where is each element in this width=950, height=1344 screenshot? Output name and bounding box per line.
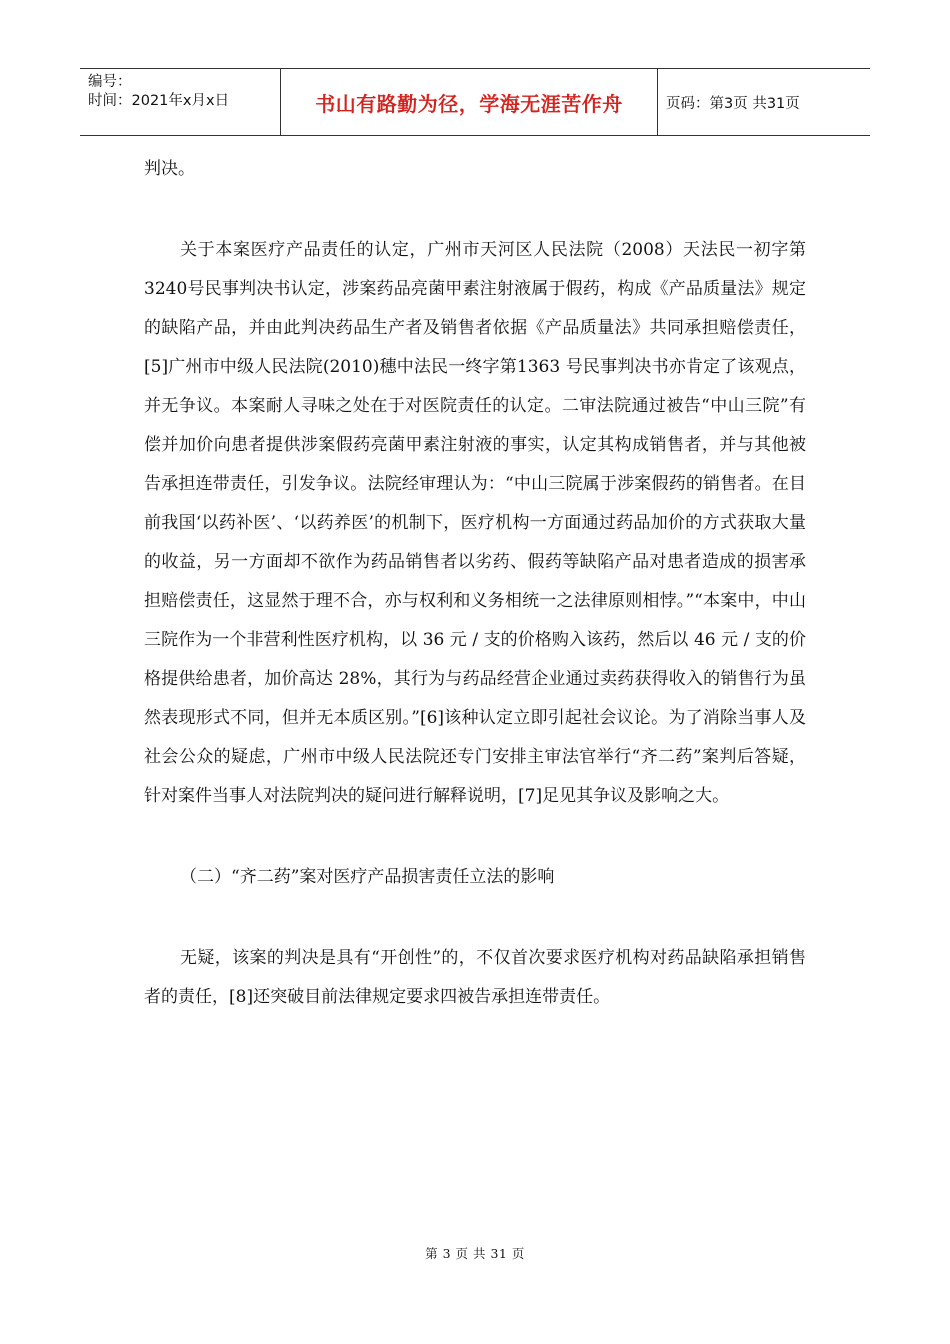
document-body xyxy=(144,150,806,1017)
document-time-label: 时间：2021年x月x日 xyxy=(88,93,230,109)
page-header xyxy=(80,68,870,136)
header-meta xyxy=(80,69,281,135)
header-page-info: 页码：第3页 共31页 xyxy=(666,95,800,112)
paragraph-continuation: 判决。 xyxy=(144,159,195,179)
page-footer: 第 3 页 共 31 页 xyxy=(425,1246,525,1261)
header-motto: 书山有路勤为径，学海无涯苦作舟 xyxy=(281,69,658,135)
paragraph-case-analysis: 关于本案医疗产品责任的认定，广州市天河区人民法院（2008）天法民一初字第3240号民事判决书认定，涉案药品亮菌甲素注射液属于假药，构成《产品质量法》规定的缺陷产品，并由此判决药品生产者及销售者依据《产品质量法》共同承担赔偿责任，[5]广州市中级人民法院(2010)穗中法民一终字第1363 号民事判决书亦肯定了该观点，并无争议。本案耐人寻味之处在于对医院责任的认定。二审法院通过被告“中山三院”有偿并加价向患者提供涉案假药亮菌甲素注射液的事实，认定其构成销售者，并与其他被告承担连带责任，引发争议。法院经审理认为：“中山三院属于涉案假药的销售者。在目前我国‘以药补医’、‘以药养医’的机制下，医疗机构一方面通过药品加价的方式获取大量的收益，另一方面却不欲作为药品销售者以劣药、假药等缺陷产品对患者造成的损害承担赔偿责任，这显然于理不合，亦与权利和义务相统一之法律原则相悖。”“本案中，中山三院作为一个非营利性医疗机构，以 36 元 / 支的价格购入该药，然后以 46 元 / 支的价格提供给患者，加价高达 28%，其行为与药品经营企业通过卖药获得收入的销售行为虽然表现形式不同，但并无本质区别。”[6]该种认定立即引起社会议论。为了消除当事人及社会公众的疑虑，广州市中级人民法院还专门安排主审法官举行“齐二药”案判后答疑，针对案件当事人对法院判决的疑问进行解释说明，[7]足见其争议及影响之大。 xyxy=(144,240,806,806)
section-heading: （二）“齐二药”案对医疗产品损害责任立法的影响 xyxy=(180,867,555,887)
paragraph-impact: 无疑，该案的判决是具有“开创性”的，不仅首次要求医疗机构对药品缺陷承担销售者的责任，[8]还突破目前法律规定要求四被告承担连带责任。 xyxy=(144,948,806,1007)
document-number-label: 编号： xyxy=(88,74,132,90)
